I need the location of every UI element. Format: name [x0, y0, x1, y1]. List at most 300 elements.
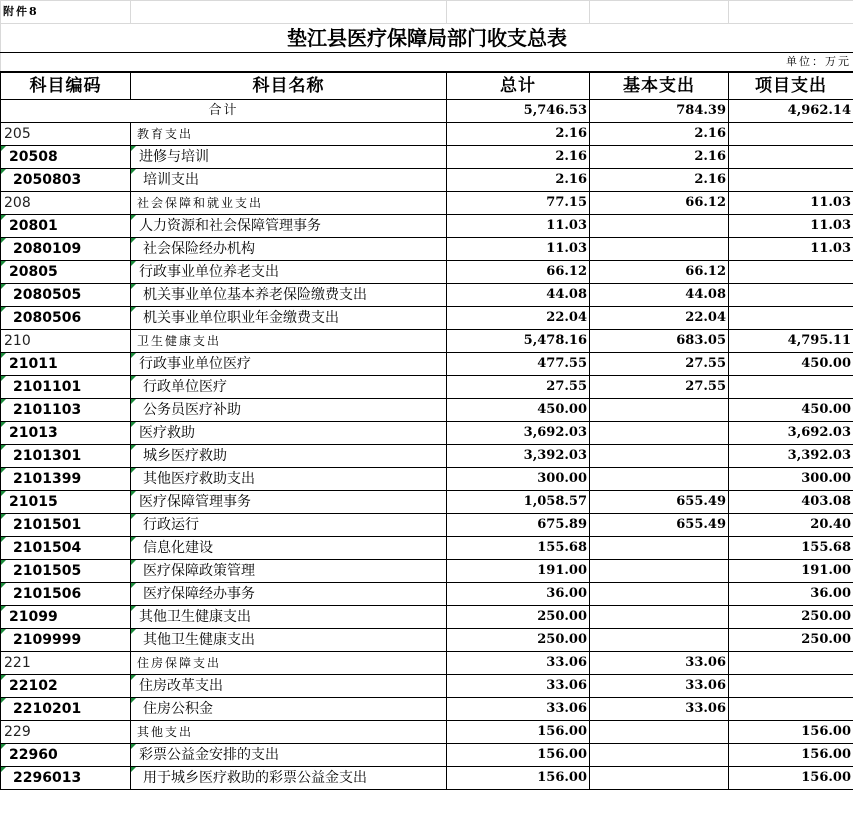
- cell-code: [1, 767, 131, 790]
- cell-project-text: 191.00: [801, 563, 851, 578]
- table-row: [1, 583, 853, 606]
- cell-marker-icon: [131, 583, 136, 588]
- cell-code: [1, 261, 131, 284]
- cell-marker-icon: [131, 514, 136, 519]
- cell-name-text: 机关事业单位基本养老保险缴费支出: [143, 287, 367, 303]
- cell-marker-icon: [131, 422, 136, 427]
- cell-code-text: 2080109: [13, 241, 82, 257]
- cell-code-text: 2101301: [13, 448, 82, 464]
- header-total: 总计: [447, 72, 590, 100]
- cell-project-text: 300.00: [801, 471, 851, 486]
- cell-total-text: 155.68: [537, 540, 587, 555]
- cell-name-text: 医疗保障政策管理: [143, 563, 255, 579]
- table-row: [1, 468, 853, 491]
- cell-basic: [590, 606, 729, 629]
- cell-total-text: 77.15: [546, 195, 587, 210]
- cell-total-text: 11.03: [546, 241, 587, 256]
- cell-basic: [590, 675, 729, 698]
- cell-code-text: 20508: [9, 149, 58, 165]
- cell-total: [447, 284, 590, 307]
- table-row: [1, 491, 853, 514]
- cell-total: [447, 468, 590, 491]
- cell-code-text: 205: [4, 126, 31, 142]
- table-row: [1, 629, 853, 652]
- cell-name: [131, 652, 447, 675]
- cell-project: [729, 468, 853, 491]
- cell-name: [131, 468, 447, 491]
- cell-marker-icon: [131, 353, 136, 358]
- cell-total: [447, 261, 590, 284]
- cell-name-text: 公务员医疗补助: [143, 402, 241, 418]
- cell-total: [447, 330, 590, 353]
- table-row: [1, 123, 853, 146]
- cell-name: [131, 261, 447, 284]
- cell-name: [131, 123, 447, 146]
- cell-basic: [590, 307, 729, 330]
- cell-code-text: 2296013: [13, 770, 82, 786]
- cell-project-text: 20.40: [810, 517, 851, 532]
- cell-name: [131, 629, 447, 652]
- cell-code-text: 2050803: [13, 172, 82, 188]
- header-row: [1, 72, 853, 100]
- cell-basic-text: 33.06: [685, 678, 726, 693]
- table-row: [1, 537, 853, 560]
- cell-total-text: 477.55: [537, 356, 587, 371]
- table-row: [1, 514, 853, 537]
- cell-project: [729, 238, 853, 261]
- cell-marker-icon: [131, 445, 136, 450]
- cell-name-text: 行政事业单位医疗: [139, 356, 251, 372]
- cell-project: [729, 721, 853, 744]
- cell-marker-icon: [1, 744, 6, 749]
- table-row: [1, 422, 853, 445]
- cell-code: [1, 468, 131, 491]
- cell-name: [131, 307, 447, 330]
- cell-marker-icon: [1, 514, 6, 519]
- cell-code: [1, 215, 131, 238]
- cell-basic: [590, 238, 729, 261]
- cell-name: [131, 330, 447, 353]
- cell-basic: [590, 330, 729, 353]
- cell-code: [1, 146, 131, 169]
- cell-project-text: 11.03: [810, 241, 851, 256]
- cell-code: [1, 721, 131, 744]
- cell-total-text: 2.16: [555, 172, 587, 187]
- cell-name: [131, 744, 447, 767]
- cell-marker-icon: [1, 261, 6, 266]
- cell-total-text: 36.00: [546, 586, 587, 601]
- cell-marker-icon: [131, 307, 136, 312]
- cell-code: [1, 652, 131, 675]
- attachment-label: 附件8: [1, 1, 131, 24]
- cell-basic: [590, 376, 729, 399]
- cell-total-text: 11.03: [546, 218, 587, 233]
- cell-name-text: 社会保险经办机构: [143, 241, 255, 257]
- cell-marker-icon: [131, 399, 136, 404]
- cell-code-text: 221: [4, 655, 31, 671]
- total-row: [1, 100, 853, 123]
- cell-total: [447, 767, 590, 790]
- cell-name: [131, 721, 447, 744]
- cell-code: [1, 514, 131, 537]
- cell-marker-icon: [131, 537, 136, 542]
- cell-marker-icon: [131, 629, 136, 634]
- table-row: [1, 560, 853, 583]
- cell-marker-icon: [1, 353, 6, 358]
- cell-code: [1, 422, 131, 445]
- cell-name-text: 住房保障支出: [137, 656, 222, 670]
- cell-total: [447, 376, 590, 399]
- cell-total: [447, 215, 590, 238]
- cell-code: [1, 491, 131, 514]
- table-row: [1, 284, 853, 307]
- cell-name-text: 卫生健康支出: [137, 334, 222, 348]
- cell-code-text: 2101103: [13, 402, 82, 418]
- cell-total-text: 3,392.03: [523, 448, 587, 463]
- cell-total: [447, 537, 590, 560]
- cell-total: [447, 491, 590, 514]
- cell-project: [729, 652, 853, 675]
- cell-marker-icon: [131, 767, 136, 772]
- cell-project: [729, 537, 853, 560]
- total-total: 5,746.53: [447, 100, 590, 123]
- cell-name-text: 住房改革支出: [139, 678, 223, 694]
- table-row: [1, 767, 853, 790]
- table-row: [1, 307, 853, 330]
- cell-name-text: 行政单位医疗: [143, 379, 227, 395]
- cell-marker-icon: [131, 284, 136, 289]
- cell-marker-icon: [131, 238, 136, 243]
- cell-project: [729, 445, 853, 468]
- cell-code-text: 229: [4, 724, 31, 740]
- cell-marker-icon: [131, 744, 136, 749]
- cell-project: [729, 675, 853, 698]
- cell-basic: [590, 560, 729, 583]
- cell-marker-icon: [131, 146, 136, 151]
- cell-total-text: 27.55: [546, 379, 587, 394]
- cell-code-text: 21011: [9, 356, 58, 372]
- cell-code: [1, 675, 131, 698]
- cell-project: [729, 169, 853, 192]
- total-basic: 784.39: [590, 100, 729, 123]
- cell-total: [447, 675, 590, 698]
- cell-name: [131, 767, 447, 790]
- cell-project: [729, 560, 853, 583]
- cell-code: [1, 192, 131, 215]
- cell-project: [729, 698, 853, 721]
- cell-code: [1, 583, 131, 606]
- cell-basic-text: 2.16: [694, 126, 726, 141]
- cell-total: [447, 422, 590, 445]
- cell-marker-icon: [1, 583, 6, 588]
- cell-total: [447, 445, 590, 468]
- cell-project-text: 3,692.03: [787, 425, 851, 440]
- table-row: [1, 238, 853, 261]
- cell-basic: [590, 468, 729, 491]
- table-row: [1, 353, 853, 376]
- cell-basic: [590, 353, 729, 376]
- cell-name-text: 行政事业单位养老支出: [139, 264, 279, 280]
- cell-total: [447, 146, 590, 169]
- table-row: [1, 606, 853, 629]
- cell-name-text: 彩票公益金安排的支出: [139, 747, 279, 763]
- cell-marker-icon: [1, 307, 6, 312]
- cell-name: [131, 537, 447, 560]
- cell-total: [447, 238, 590, 261]
- cell-basic: [590, 146, 729, 169]
- cell-project: [729, 606, 853, 629]
- cell-code: [1, 698, 131, 721]
- cell-project: [729, 376, 853, 399]
- cell-code-text: 21099: [9, 609, 58, 625]
- cell-project: [729, 307, 853, 330]
- cell-marker-icon: [131, 169, 136, 174]
- cell-project-text: 450.00: [801, 356, 851, 371]
- cell-marker-icon: [131, 261, 136, 266]
- cell-code: [1, 330, 131, 353]
- cell-code-text: 2080505: [13, 287, 82, 303]
- cell-basic-text: 33.06: [685, 701, 726, 716]
- cell-name-text: 用于城乡医疗救助的彩票公益金支出: [143, 770, 367, 786]
- cell-total: [447, 560, 590, 583]
- cell-name-text: 住房公积金: [143, 701, 213, 717]
- cell-total-text: 33.06: [546, 655, 587, 670]
- table-row: [1, 215, 853, 238]
- cell-project: [729, 767, 853, 790]
- cell-code-text: 208: [4, 195, 31, 211]
- cell-project: [729, 123, 853, 146]
- cell-name-text: 进修与培训: [139, 149, 209, 165]
- cell-code-text: 2101504: [13, 540, 82, 556]
- header-code: 科目编码: [1, 72, 131, 100]
- cell-code: [1, 606, 131, 629]
- cell-marker-icon: [1, 606, 6, 611]
- cell-code: [1, 629, 131, 652]
- cell-basic: [590, 721, 729, 744]
- table-row: [1, 376, 853, 399]
- attachment-row: [1, 1, 853, 24]
- cell-total: [447, 123, 590, 146]
- cell-name: [131, 675, 447, 698]
- cell-total-text: 300.00: [537, 471, 587, 486]
- cell-project-text: 156.00: [801, 770, 851, 785]
- cell-marker-icon: [131, 698, 136, 703]
- cell-total-text: 3,692.03: [523, 425, 587, 440]
- cell-name: [131, 215, 447, 238]
- cell-name: [131, 445, 447, 468]
- cell-basic: [590, 583, 729, 606]
- table-row: [1, 675, 853, 698]
- cell-project: [729, 284, 853, 307]
- cell-name-text: 其他卫生健康支出: [139, 609, 251, 625]
- cell-total-text: 156.00: [537, 724, 587, 739]
- cell-total: [447, 744, 590, 767]
- table-row: [1, 146, 853, 169]
- cell-basic-text: 66.12: [685, 195, 726, 210]
- cell-total-text: 1,058.57: [523, 494, 587, 509]
- cell-code-text: 22960: [9, 747, 58, 763]
- cell-basic: [590, 767, 729, 790]
- cell-total-text: 250.00: [537, 609, 587, 624]
- cell-code-text: 2080506: [13, 310, 82, 326]
- cell-marker-icon: [1, 445, 6, 450]
- cell-code: [1, 445, 131, 468]
- cell-basic: [590, 399, 729, 422]
- cell-basic: [590, 629, 729, 652]
- cell-project: [729, 491, 853, 514]
- cell-code-text: 2101501: [13, 517, 82, 533]
- cell-basic: [590, 192, 729, 215]
- total-label: 合计: [1, 100, 447, 123]
- table-row: [1, 192, 853, 215]
- cell-code: [1, 238, 131, 261]
- cell-basic: [590, 169, 729, 192]
- header-name: 科目名称: [131, 72, 447, 100]
- cell-name: [131, 606, 447, 629]
- cell-basic-text: 2.16: [694, 149, 726, 164]
- cell-total-text: 156.00: [537, 770, 587, 785]
- cell-project: [729, 399, 853, 422]
- cell-project-text: 403.08: [801, 494, 851, 509]
- page-title: 垫江县医疗保障局部门收支总表: [1, 24, 853, 53]
- cell-marker-icon: [1, 767, 6, 772]
- cell-name-text: 医疗保障经办事务: [143, 586, 255, 602]
- cell-name-text: 机关事业单位职业年金缴费支出: [143, 310, 339, 326]
- table-row: [1, 330, 853, 353]
- cell-project-text: 4,795.11: [787, 333, 851, 348]
- cell-code-text: 2101505: [13, 563, 82, 579]
- cell-name: [131, 376, 447, 399]
- cell-project: [729, 629, 853, 652]
- cell-total-text: 5,478.16: [523, 333, 587, 348]
- cell-marker-icon: [1, 468, 6, 473]
- cell-basic-text: 655.49: [676, 517, 726, 532]
- cell-marker-icon: [131, 215, 136, 220]
- cell-basic-text: 44.08: [685, 287, 726, 302]
- cell-basic: [590, 215, 729, 238]
- cell-marker-icon: [1, 537, 6, 542]
- cell-marker-icon: [1, 399, 6, 404]
- cell-name: [131, 514, 447, 537]
- cell-code-text: 20801: [9, 218, 58, 234]
- cell-code-text: 2101101: [13, 379, 82, 395]
- cell-basic: [590, 491, 729, 514]
- cell-basic: [590, 445, 729, 468]
- cell-name: [131, 238, 447, 261]
- cell-name-text: 信息化建设: [143, 540, 213, 556]
- cell-name-text: 培训支出: [143, 172, 199, 188]
- cell-name: [131, 353, 447, 376]
- title-row: [1, 24, 853, 53]
- cell-total: [447, 721, 590, 744]
- cell-total-text: 250.00: [537, 632, 587, 647]
- cell-name-text: 医疗保障管理事务: [139, 494, 251, 510]
- cell-total-text: 675.89: [537, 517, 587, 532]
- cell-name-text: 其他支出: [137, 725, 194, 739]
- cell-project-text: 156.00: [801, 747, 851, 762]
- cell-code: [1, 744, 131, 767]
- cell-name-text: 城乡医疗救助: [143, 448, 227, 464]
- cell-basic: [590, 261, 729, 284]
- cell-code: [1, 307, 131, 330]
- cell-name: [131, 698, 447, 721]
- cell-marker-icon: [1, 146, 6, 151]
- cell-name: [131, 284, 447, 307]
- cell-total: [447, 353, 590, 376]
- cell-marker-icon: [131, 560, 136, 565]
- cell-code: [1, 560, 131, 583]
- table-row: [1, 698, 853, 721]
- cell-marker-icon: [1, 238, 6, 243]
- cell-project-text: 250.00: [801, 609, 851, 624]
- cell-total: [447, 307, 590, 330]
- cell-marker-icon: [1, 215, 6, 220]
- header-basic: 基本支出: [590, 72, 729, 100]
- cell-project-text: 450.00: [801, 402, 851, 417]
- cell-code: [1, 284, 131, 307]
- header-project: 项目支出: [729, 72, 853, 100]
- cell-marker-icon: [1, 169, 6, 174]
- cell-basic: [590, 537, 729, 560]
- cell-total-text: 44.08: [546, 287, 587, 302]
- cell-basic-text: 683.05: [676, 333, 726, 348]
- cell-marker-icon: [131, 491, 136, 496]
- cell-project: [729, 192, 853, 215]
- cell-code: [1, 353, 131, 376]
- cell-code-text: 22102: [9, 678, 58, 694]
- cell-project: [729, 583, 853, 606]
- cell-basic-text: 2.16: [694, 172, 726, 187]
- cell-total-text: 22.04: [546, 310, 587, 325]
- cell-code-text: 21015: [9, 494, 58, 510]
- cell-marker-icon: [1, 491, 6, 496]
- cell-name: [131, 422, 447, 445]
- cell-marker-icon: [1, 560, 6, 565]
- cell-project: [729, 422, 853, 445]
- cell-marker-icon: [131, 675, 136, 680]
- cell-code: [1, 399, 131, 422]
- cell-code-text: 2101399: [13, 471, 82, 487]
- cell-basic: [590, 123, 729, 146]
- cell-total-text: 33.06: [546, 701, 587, 716]
- cell-project-text: 3,392.03: [787, 448, 851, 463]
- cell-basic: [590, 744, 729, 767]
- cell-basic-text: 22.04: [685, 310, 726, 325]
- cell-basic-text: 27.55: [685, 356, 726, 371]
- cell-total: [447, 169, 590, 192]
- cell-project: [729, 744, 853, 767]
- cell-marker-icon: [1, 422, 6, 427]
- cell-marker-icon: [1, 698, 6, 703]
- cell-name: [131, 399, 447, 422]
- cell-total: [447, 583, 590, 606]
- cell-marker-icon: [1, 629, 6, 634]
- cell-project: [729, 215, 853, 238]
- cell-project-text: 155.68: [801, 540, 851, 555]
- unit-label: 单位：万元: [1, 53, 853, 73]
- cell-total-text: 66.12: [546, 264, 587, 279]
- cell-marker-icon: [131, 376, 136, 381]
- cell-basic: [590, 698, 729, 721]
- cell-total: [447, 192, 590, 215]
- cell-total-text: 156.00: [537, 747, 587, 762]
- total-project: 4,962.14: [729, 100, 853, 123]
- cell-total: [447, 629, 590, 652]
- cell-basic: [590, 284, 729, 307]
- cell-project: [729, 261, 853, 284]
- cell-project: [729, 514, 853, 537]
- cell-name: [131, 491, 447, 514]
